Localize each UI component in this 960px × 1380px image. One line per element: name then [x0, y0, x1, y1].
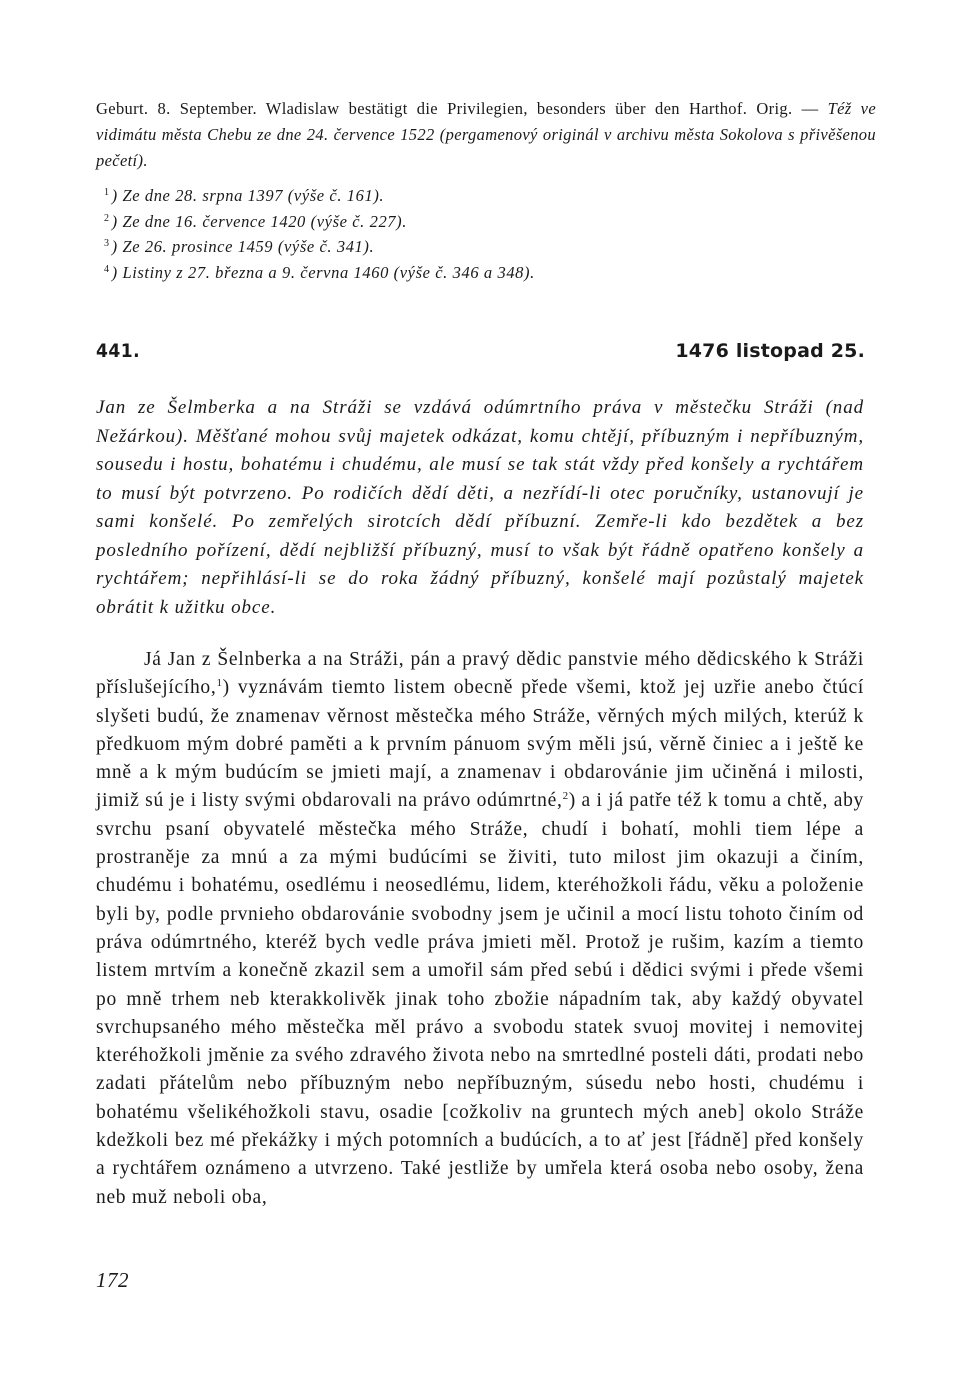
footnote-text: Listiny z 27. března a 9. června 1460 (výše č. 346 a 348).: [122, 262, 535, 282]
footnote: $^4$ ) Listiny z 27. března a 9. června 1460 (výše č. 346 a 348).: [104, 262, 535, 282]
original-label: Orig. —: [756, 99, 819, 118]
footnote: $^2$ ) Ze dne 16. července 1420 (výše č. 227).: [104, 211, 407, 231]
charter-text-part: ) vyznávám tiemto listem obecně přede všemi, ktož jej uzřie anebo čtúcí slyšeti budú, že znamenav věrnost městečka mého Stráže, věrných mých milých, kterúž k předkuom mým dobré paměti a k prvním pánuom svým měli jsú, věrně činiec a i ještě ke mně a k mým budúcím se jmieti mají, a znamenav i obdarovánie jim učiněná i milosti, jimiž sú je i listy svými obdarovali na právo odúmrtné,: [96, 677, 864, 812]
previous-entry-note: [96, 96, 876, 174]
german-regest-line: Geburt. 8. September. Wladislaw bestätigt die Privilegien, besonders über den Harthof.: [96, 99, 748, 118]
footnote-text: Ze dne 28. srpna 1397 (výše č. 161).: [122, 186, 385, 205]
footnote-ref: 1: [216, 677, 223, 690]
regest-summary: Jan ze Šelmberka a na Stráži se vzdává odúmrtního práva v městečku Stráži (nad Nežárkou). Měšťané mohou svůj majetek odkázat, komu chtějí, příbuzným i nepříbuzným, sousedu i hostu, bohatému i chudému, ale musí se tak stát vždy před konšely a rychtářem to musí být potvrzeno. Po rodičích dědí děti, a nezřídí-li otec poručníky, ustanovují je sami konšelé. Po zemřelých sirotcích dědí příbuzní. Zemře-li kdo bezdětek a bez posledního pořízení, dědí nejbližší příbuzný, musí to však být řádně opatřeno konšely a rychtářem; nepřihlásí-li se do roka žádný příbuzný, konšelé mají pozůstalý majetek obrátit k užitku obce.: [96, 397, 864, 618]
footnote-mark: 1: [104, 187, 110, 198]
charter-text-part: Já Jan z Šelnberka a na Stráži, pán a pravý dědic panstvie mého dědicského k Stráži příslušejícího,: [96, 649, 864, 699]
vidimus-note: Též ve vidimátu města Chebu ze dne 24. července 1522 (pergamenový originál v archivu města Sokolova s přivěšenou pečetí).: [96, 99, 877, 170]
footnote-mark: 4: [104, 263, 110, 275]
footnote-text: Ze dne 16. července 1420 (výše č. 227).: [122, 211, 407, 231]
document-date: 1476 listopad 25.: [675, 340, 865, 362]
footnote-ref: 2: [562, 790, 569, 803]
footnote: $^1$ ) Ze dne 28. srpna 1397 (výše č. 161).: [104, 186, 385, 205]
footnote-text: Ze 26. prosince 1459 (výše č. 341).: [122, 237, 375, 256]
footnote-mark: 2: [104, 212, 110, 224]
footnote: $^3$ ) Ze 26. prosince 1459 (výše č. 341).: [104, 237, 375, 256]
footnote-list: [104, 182, 804, 284]
charter-text: [96, 646, 864, 1212]
charter-text-part: ) a i já patře též k tomu a chtě, aby svrchu psaní obyvatelé městečka mého Stráže, chudí i bohatí, mohli tiem lépe a prostraněje za mnú a za mými budúcími se živiti, tuto milost jim okazuji a činím, chudému i bohatému, osedlému i neosedlému, lidem, kteréhožkoli řádu, věku a položenie byli by, podle prvnieho obdarovánie svobodny jsem je učinil a mocí listu tohoto činím od práva odúmrtného, kteréž bych vedle práva jmieti měl. Protož je rušim, kazím a tiemto listem mrtvím a konečně zkazil sem a umořil sám před sebú i dědici svými i přede všemi po mně trhem neb kterakkolivěk jinak toho zbožie nápadním tak, aby každý obyvatel svrchupsaného mého městečka měl právo a svobodu statek svuoj movitej i nemovitej kteréhožkoli jměnie za svého zdravého života nebo na smrtedlné posteli dáti, prodati nebo zadati přátelům nebo příbuzným nebo nepříbuzným, súsedu nebo hosti, chudému i bohatému všelikéhožkoli stavu, osadie [cožkoliv na gruntech mých aneb] okolo Stráže kdežkoli bez mé překážky i mých potomních a budúcích, a to ať jest [řádně] před konšely a rychtářem oznámeno a utvrzeno. Také jestliže by umřela která osoba nebo osoby, žena neb muž neboli oba,: [96, 790, 864, 1208]
footnote-mark: 3: [104, 238, 110, 249]
page-number: 172: [96, 1268, 129, 1292]
document-number: 441.: [96, 340, 141, 362]
